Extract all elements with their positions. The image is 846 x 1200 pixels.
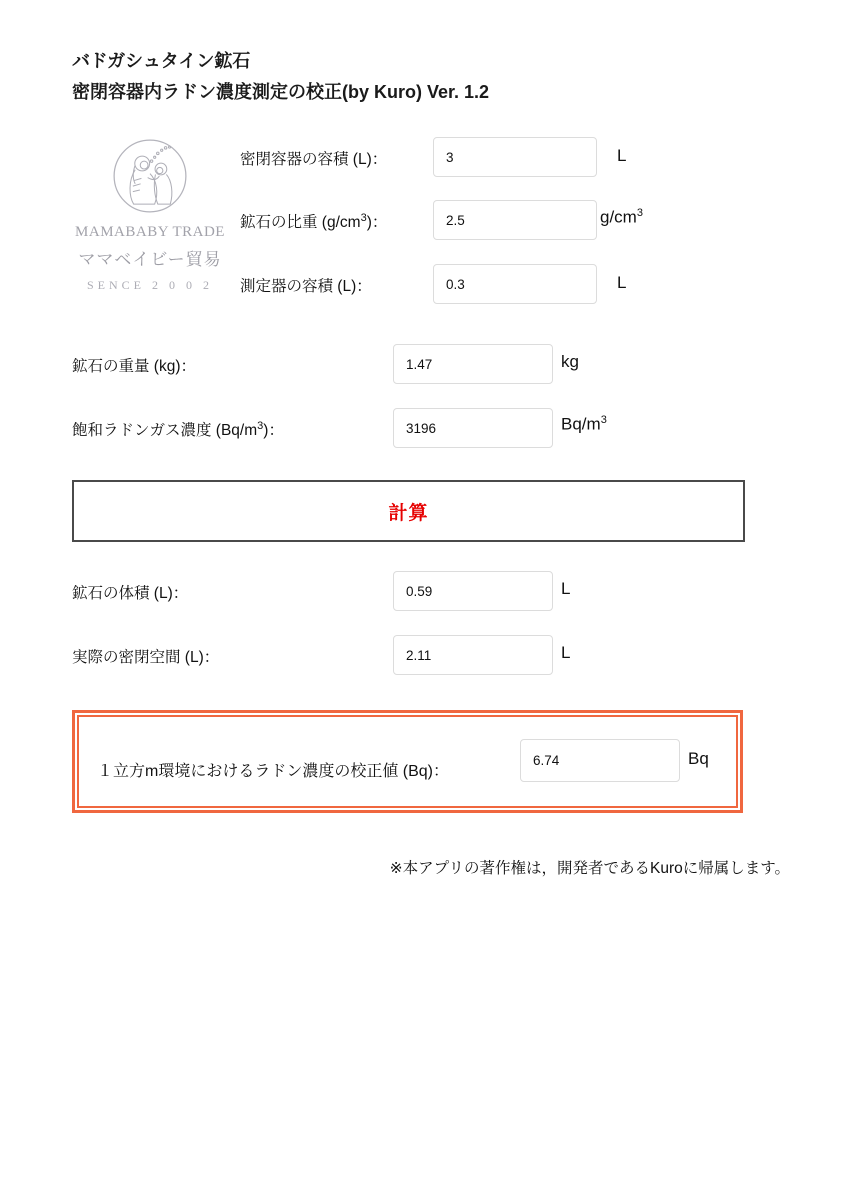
calibrated-result-box-inner-border (77, 715, 738, 808)
container-volume-label: 密閉容器の容積 (L)： (240, 151, 388, 168)
copyright-note: ※本アプリの著作権は，開発者であるKuroに帰属します。 (389, 860, 790, 877)
calibrated-radon-label: １立方m環境におけるラドン濃度の校正値 (Bq)： (97, 763, 450, 780)
calibrated-radon-output[interactable] (520, 739, 680, 782)
page-title (72, 46, 489, 108)
saturated-radon-label: 飽和ラドンガス濃度 $(Bq/m^3)$： (72, 419, 284, 439)
ore-weight-label: 鉱石の重量 (kg)： (72, 358, 197, 375)
page-title-line2: 密閉容器内ラドン濃度測定の校正(by Kuro) Ver. 1.2 (72, 82, 490, 102)
page-title-line1: バドガシュタイン鉱石 (72, 51, 251, 71)
ore-density-unit: $g/cm^3$ (600, 207, 643, 227)
detector-volume-unit: L (617, 273, 627, 292)
detector-volume-input[interactable] (433, 264, 597, 304)
saturated-radon-unit: $Bq/m^3$ (561, 414, 607, 434)
ore-volume-output[interactable] (393, 571, 553, 611)
company-logo (75, 136, 225, 293)
calibrated-radon-unit: Bq (688, 749, 709, 768)
logo-since: SENCE 2 0 0 2 (86, 278, 213, 292)
container-volume-unit: L (617, 146, 627, 165)
calibrated-result-box (72, 710, 743, 813)
container-volume-input[interactable] (433, 137, 597, 177)
actual-sealed-space-unit: L (561, 643, 571, 662)
calculate-button[interactable]: 計算 (72, 480, 745, 542)
ore-density-label: 鉱石の比重 $(g/cm^3)$： (240, 211, 388, 231)
ore-density-input[interactable] (433, 200, 597, 240)
ore-volume-label: 鉱石の体積 (L)： (72, 585, 189, 602)
ore-weight-unit: kg (561, 352, 579, 371)
logo-name-jp: ママベイビー貿易 (78, 250, 222, 269)
ore-volume-unit: L (561, 579, 571, 598)
detector-volume-label: 測定器の容積 (L)： (240, 278, 372, 295)
logo-name-en: MAMABABY TRADE (75, 224, 225, 240)
actual-sealed-space-label: 実際の密閉空間 (L)： (72, 649, 220, 666)
actual-sealed-space-output[interactable] (393, 635, 553, 675)
saturated-radon-input[interactable] (393, 408, 553, 448)
ore-weight-input[interactable] (393, 344, 553, 384)
mother-and-baby-icon (111, 136, 189, 216)
